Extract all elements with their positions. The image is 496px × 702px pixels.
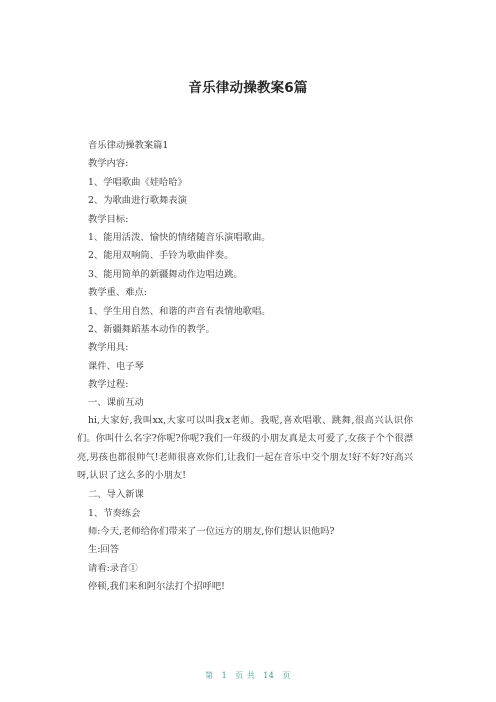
text-line: 1、节奏练会	[88, 507, 141, 519]
footer-middle: 页 共	[235, 671, 256, 680]
text-line: 3、能用简单的新疆舞动作边唱边跳。	[88, 268, 243, 280]
text-line: 教学内容:	[88, 158, 129, 170]
page-footer	[0, 670, 496, 681]
footer-total-pages: 14	[263, 671, 275, 680]
text-line: 1、能用活泼、愉快的情绪随音乐演唱歌曲。	[88, 231, 271, 243]
text-line: 停顿,我们来和阿尔法打个招呼吧!	[88, 581, 225, 593]
text-line: 教学用具:	[88, 342, 129, 354]
text-line: 教学重、难点:	[88, 287, 147, 299]
text-line: 2、新疆舞蹈基本动作的教学。	[88, 323, 215, 335]
text-line: 音乐律动操教案篇1	[88, 140, 169, 151]
document-title: 音乐律动操教案6篇	[188, 80, 308, 96]
text-line: 教学目标:	[88, 213, 129, 225]
document-body	[77, 139, 413, 599]
text-line: 一、课前互动	[88, 397, 144, 409]
text-line: 1、学生用自然、和谐的声音有表情地歌唱。	[88, 305, 271, 317]
footer-page-number: 1	[221, 671, 228, 680]
text-line: 二、导入新课	[88, 489, 144, 501]
intro-paragraph: hi,大家好,我叫xx,大家可以叫我x老师。我呢,喜欢唱歌、跳舞,很高兴认识你们。你叫什么名字?你呢?你呢?我们一年级的小朋友真是太可爱了,女孩子个个很漂亮,男孩也都很帅气!老师很喜欢你们,让我们一起在音乐中交个朋友!好不好?好高兴呀,认识了这么多的小朋友!	[77, 414, 413, 482]
footer-suffix: 页	[282, 671, 291, 680]
text-line: 课件、电子琴	[88, 360, 144, 372]
text-line: 请看:录音①	[88, 562, 138, 574]
text-line: 2、能用双响筒、手铃为歌曲伴奏。	[88, 250, 234, 262]
text-line: 教学过程:	[88, 379, 129, 391]
text-line: 师:今天,老师给你们带来了一位远方的朋友,你们想认识他吗?	[88, 526, 335, 538]
footer-prefix: 第	[205, 671, 214, 680]
text-line: 2、为歌曲进行歌舞表演	[88, 195, 187, 207]
text-line: 1、学唱歌曲《娃哈哈》	[88, 176, 187, 188]
text-line: 生:回答	[88, 544, 120, 556]
